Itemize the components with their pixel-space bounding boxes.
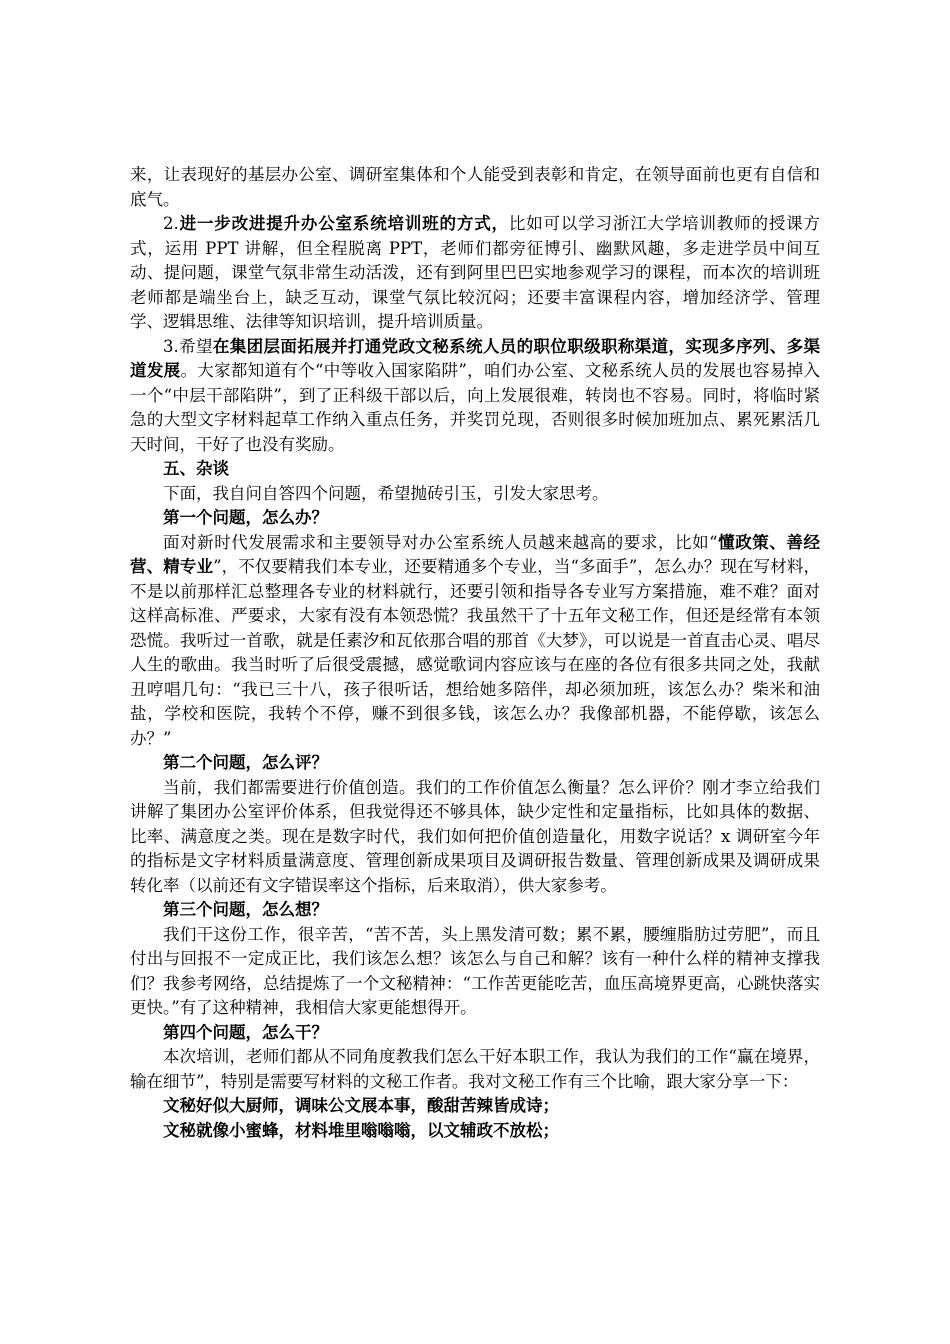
bold-text: 第二个问题，怎么评？: [163, 753, 328, 772]
paragraph: [130, 482, 820, 507]
section-heading: [130, 898, 820, 923]
paragraph: [130, 923, 820, 1021]
text-run: 面对新时代发展需求和主要领导对办公室系统人员越来越高的要求，比如“: [163, 532, 718, 552]
paragraph: [130, 335, 820, 458]
bold-text: 第一个问题，怎么办？: [163, 508, 328, 527]
section-heading: [130, 751, 820, 776]
text-run: 当前，我们都需要进行价值创造。我们的工作价值怎么衡量？怎么评价？刚才李立给我们讲解了集团办公室评价体系，但我觉得还不够具体，缺少定性和定量指标，比如具体的数据、比率、满意度之类。现在是数字时代，我们如何把价值创造量化，用数字说话？x 调研室今年的指标是文字材料质量满意度、管理创新成果项目及调研报告数量、管理创新成果及调研成果转化率（以前还有文字错误率这个指标，后来取消），供大家参考。: [130, 777, 820, 895]
section-heading: [130, 506, 820, 531]
section-heading: [130, 1021, 820, 1046]
paragraph: [130, 1094, 820, 1119]
text-run: 下面，我自问自答四个问题，希望抛砖引玉，引发大家思考。: [163, 483, 609, 503]
paragraph: [130, 1045, 820, 1094]
paragraph: [130, 212, 820, 335]
bold-text: 进一步改进提升办公室系统培训班的方式，: [178, 214, 509, 233]
paragraph: [130, 776, 820, 899]
bold-text: 文秘好似大厨师，调味公文展本事，酸甜苦辣皆成诗；: [163, 1096, 559, 1115]
bold-text: 第三个问题，怎么想？: [163, 900, 328, 919]
text-run: 我们干这份工作，很辛苦，“苦不苦，头上黑发清可数；累不累，腰缠脂肪过劳肥”，而且付出与回报不一定成正比，我们该怎么想？该怎么与自己和解？该有一种什么样的精神支撑我们？我参考网络，总结提炼了一个文秘精神：“工作苦更能吃苦，血压高境界更高，心跳快落实更快。”有了这种精神，我相信大家更能想得开。: [130, 924, 820, 1017]
text-run: 来，让表现好的基层办公室、调研室集体和个人能受到表彰和肯定，在领导面前也更有自信和底气。: [130, 165, 820, 209]
text-run: 比如可以学习浙江大学培训教师的授课方式，运用 PPT 讲解，但全程脱离 PPT，老师们都旁征博引、幽默风趣，多走进学员中间互动、提问题，课堂气氛非常生动活泼，还有到阿里巴巴实地参观学习的课程，而本次的培训班老师都是端坐台上，缺乏互动，课堂气氛比较沉闷；还要丰富课程内容，增加经济学、管理学、逻辑思维、法律等知识培训，提升培训质量。: [130, 214, 821, 331]
text-run: 。大家都知道有个“中等收入国家陷阱”，咱们办公室、文秘系统人员的发展也容易掉入一个“中层干部陷阱”，到了正科级干部以后，向上发展很难，转岗也不容易。同时，将临时紧急的大型文字材料起草工作纳入重点任务，并奖罚兑现，否则很多时候加班加点、累死累活几天时间，干好了也没有奖励。: [130, 361, 821, 454]
bold-text: 在集团层面拓展并打通党政文秘系统人员的职位职级职称渠道，实现多序列、多渠道发展: [130, 336, 820, 380]
paragraph: [130, 531, 820, 752]
bold-text: 第四个问题，怎么干？: [163, 1022, 328, 1042]
paragraph: [130, 163, 820, 212]
text-run: 2.: [163, 214, 179, 233]
bold-text: 文秘就像小蜜蜂，材料堆里嗡嗡嗡，以文辅政不放松；: [163, 1120, 559, 1140]
text-run: 3.希望: [163, 336, 213, 356]
paragraph: [130, 1119, 820, 1144]
document-body: [130, 163, 820, 1143]
text-run: ”，不仅要精我们本专业，还要精通多个专业，当“多面手”，怎么办？现在写材料，不是以前那样汇总整理各专业的材料就行，还要引领和指导各专业写方案措施，难不难？面对这样高标准、严要求，大家有没有本领恐慌？我虽然干了十五年文秘工作，但还是经常有本领恐慌。我听过一首歌，就是任素汐和瓦依那合唱的那首《大梦》，可以说是一首直击心灵、唱尽人生的歌曲。我当时听了后很受震撼，感觉歌词内容应该与在座的各位有很多共同之处，我献丑哼唱几句：“我已三十八，孩子很听话，想给她多陪伴，却必须加班，该怎么办？柴米和油盐，学校和医院，我转个不停，赚不到很多钱，该怎么办？我像部机器，不能停歇，该怎么办？”: [130, 557, 820, 748]
section-heading: [130, 457, 820, 482]
bold-text: 懂政策、善经营、精专业: [130, 532, 820, 576]
text-run: 本次培训，老师们都从不同角度教我们怎么干好本职工作，我认为我们的工作“赢在境界，输在细节”，特别是需要写材料的文秘工作者。我对文秘工作有三个比喻，跟大家分享一下：: [130, 1047, 820, 1091]
bold-text: 五、杂谈: [163, 459, 229, 478]
